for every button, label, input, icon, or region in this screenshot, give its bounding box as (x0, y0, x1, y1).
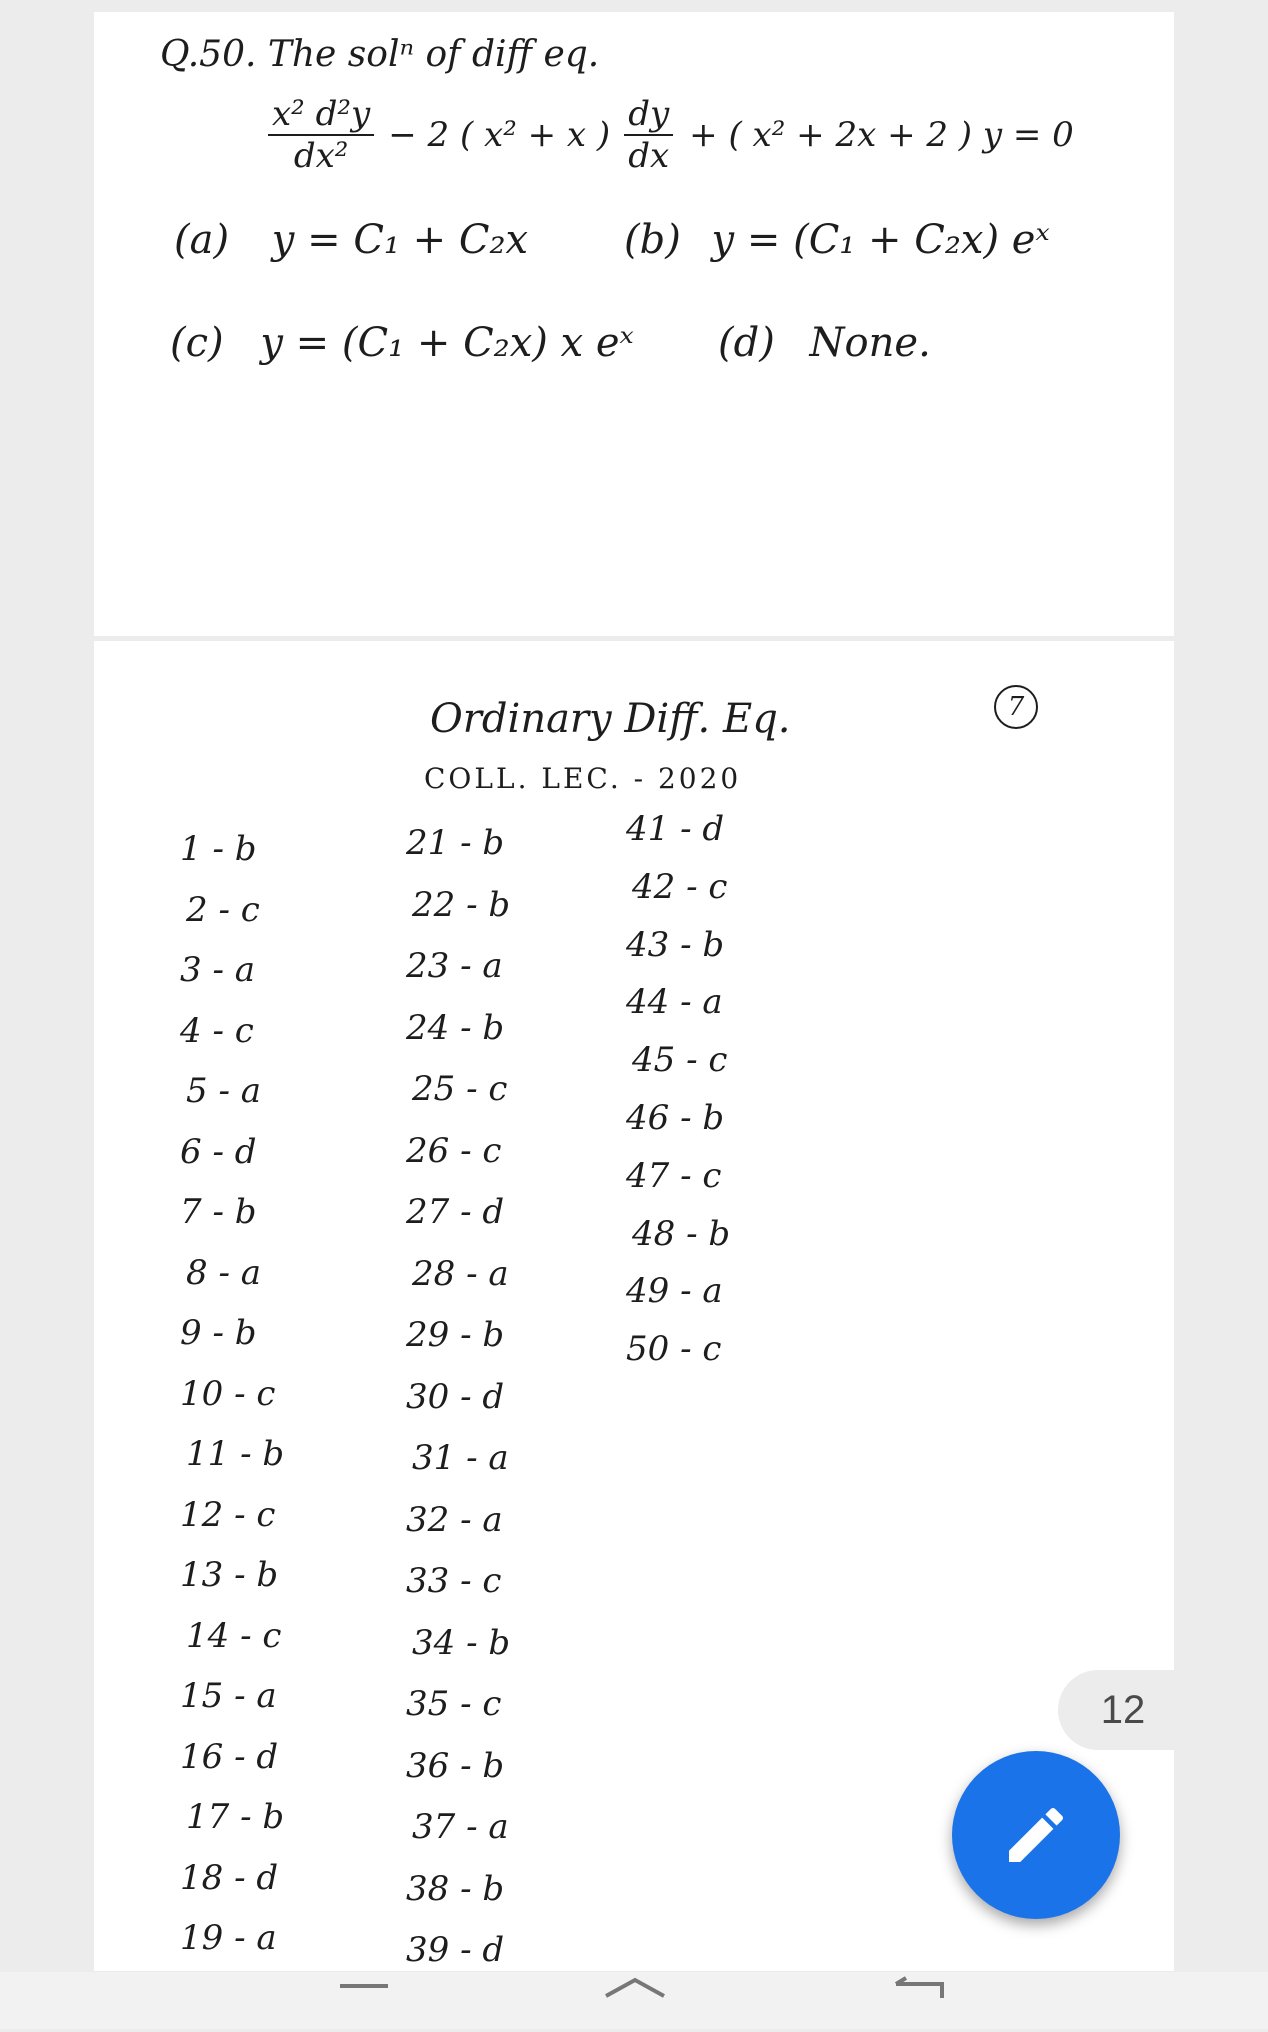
home-icon (600, 1978, 670, 2018)
pencil-icon (1000, 1799, 1072, 1871)
answer-entry: 28 - a (412, 1254, 509, 1294)
option-label: (c) (170, 320, 224, 366)
answer-entry: 19 - a (180, 1918, 277, 1958)
system-navigation-bar (0, 1972, 1268, 2029)
equation-term-1-denominator: dx² (293, 136, 349, 176)
equation-term-2-denominator: dx (628, 136, 670, 176)
option-text: y = C₁ + C₂x (271, 217, 529, 263)
answer-key-subtitle: COLL. LEC. - 2020 (424, 762, 742, 795)
page-number-circle: 7 (994, 685, 1038, 729)
answer-entry: 44 - a (626, 982, 723, 1022)
answer-entry: 27 - d (406, 1192, 505, 1232)
option-label: (d) (718, 320, 775, 366)
option-a (174, 217, 528, 263)
answer-entry: 34 - b (412, 1623, 511, 1663)
equation-term-2: − 2 ( x² + x ) (388, 115, 611, 155)
back-icon (888, 1978, 948, 2018)
answer-entry: 16 - d (180, 1737, 279, 1777)
option-c (170, 320, 634, 366)
answer-entry: 35 - c (406, 1684, 502, 1724)
answer-entry: 4 - c (180, 1011, 254, 1051)
answer-entry: 50 - c (626, 1329, 722, 1369)
answer-entry: 39 - d (406, 1930, 505, 1970)
answer-entry: 23 - a (406, 946, 503, 986)
back-button[interactable] (888, 1978, 948, 2028)
answer-key-title: Ordinary Diff. Eq. (430, 696, 791, 742)
answer-entry: 12 - c (180, 1495, 276, 1535)
answer-entry: 37 - a (412, 1807, 509, 1847)
question-title: Q.50. The solⁿ of diff eq. (160, 34, 600, 75)
answer-entry: 25 - c (412, 1069, 508, 1109)
answer-entry: 18 - d (180, 1858, 279, 1898)
answer-entry: 33 - c (406, 1561, 502, 1601)
answer-entry: 17 - b (186, 1797, 285, 1837)
option-text: y = (C₁ + C₂x) x eˣ (260, 320, 634, 366)
menu-icon (334, 1978, 394, 2018)
option-b (624, 217, 1050, 263)
answer-entry: 5 - a (186, 1071, 262, 1111)
answer-entry: 2 - c (186, 890, 260, 930)
answer-entry: 10 - c (180, 1374, 276, 1414)
equation-term-3: + ( x² + 2x + 2 ) y = 0 (689, 115, 1074, 155)
option-d (718, 320, 931, 366)
answer-entry: 43 - b (626, 925, 725, 965)
answer-entry: 46 - b (626, 1098, 725, 1138)
option-label: (b) (624, 217, 681, 263)
answer-entry: 47 - c (626, 1156, 722, 1196)
answer-entry: 31 - a (412, 1438, 509, 1478)
document-page-1 (94, 12, 1174, 636)
answer-entry: 21 - b (406, 823, 505, 863)
answer-entry: 8 - a (186, 1253, 262, 1293)
answer-entry: 42 - c (632, 867, 728, 907)
equation-term-1 (268, 94, 374, 176)
answer-entry: 11 - b (186, 1434, 285, 1474)
answer-entry: 24 - b (406, 1008, 505, 1048)
answer-entry: 45 - c (632, 1040, 728, 1080)
option-text: None. (809, 320, 931, 366)
answer-entry: 32 - a (406, 1500, 503, 1540)
answer-entry: 6 - d (180, 1132, 257, 1172)
answer-entry: 9 - b (180, 1313, 257, 1353)
answer-entry: 48 - b (632, 1214, 731, 1254)
answer-entry: 22 - b (412, 885, 511, 925)
answer-entry: 15 - a (180, 1676, 277, 1716)
answer-entry: 26 - c (406, 1131, 502, 1171)
page-count-indicator: 12 (1058, 1670, 1188, 1750)
answer-entry: 1 - b (180, 829, 257, 869)
equation-term-2-numerator: dy (624, 94, 673, 136)
equation-term-2-derivative (624, 94, 673, 176)
answer-entry: 7 - b (180, 1192, 257, 1232)
answer-entry: 36 - b (406, 1746, 505, 1786)
answer-entry: 30 - d (406, 1377, 505, 1417)
answer-entry: 14 - c (186, 1616, 282, 1656)
home-button[interactable] (600, 1978, 670, 2028)
answer-entry: 49 - a (626, 1271, 723, 1311)
recent-apps-button[interactable] (334, 1978, 394, 2028)
answer-entry: 38 - b (406, 1869, 505, 1909)
equation-term-1-numerator: x² d²y (268, 94, 374, 136)
option-text: y = (C₁ + C₂x) eˣ (711, 217, 1050, 263)
answer-entry: 13 - b (180, 1555, 279, 1595)
differential-equation (262, 94, 1074, 176)
option-label: (a) (174, 217, 230, 263)
answer-entry: 29 - b (406, 1315, 505, 1355)
answer-entry: 41 - d (626, 809, 725, 849)
edit-button[interactable] (952, 1751, 1120, 1919)
answer-entry: 3 - a (180, 950, 256, 990)
